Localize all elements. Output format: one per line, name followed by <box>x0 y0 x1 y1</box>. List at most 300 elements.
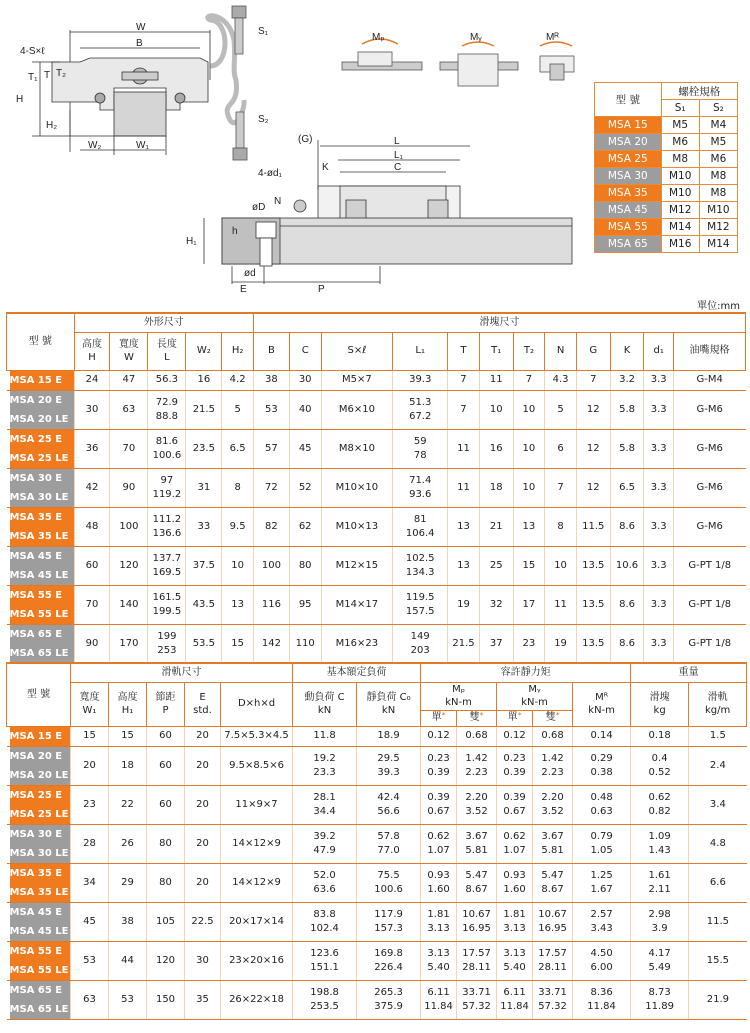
model-cell <box>7 824 71 863</box>
model-name: MSA 30 LE <box>10 844 71 863</box>
moment-mp-drawing <box>342 39 422 70</box>
model-name: MSA 65 LE <box>10 1000 71 1019</box>
model-name: MSA 30 E <box>10 469 74 488</box>
bolt-s1-cell: M14 <box>661 219 699 236</box>
d-cell: 23×20×16 <box>221 941 293 980</box>
t2-my-single-header <box>497 710 533 726</box>
mr-value: 0.79 <box>590 831 613 842</box>
w2-cell: 43.5 <box>186 585 222 624</box>
wb-value: 2.11 <box>648 883 671 895</box>
bolt-s1-cell: M5 <box>661 117 699 134</box>
dim-n-label: N <box>274 196 282 207</box>
mr-value: 6.00 <box>590 961 613 973</box>
wb-value: 1.61 <box>648 870 671 881</box>
c0-cell <box>357 902 421 941</box>
bolt-model-cell: MSA 25 <box>595 151 662 168</box>
wr-cell: 11.5 <box>689 902 747 941</box>
mr-value: 1.05 <box>590 844 613 856</box>
myd-cell <box>533 980 573 1019</box>
model-cell <box>7 980 71 1019</box>
c-value: 28.1 <box>313 792 336 803</box>
model-cell <box>7 726 71 746</box>
c0-value: 39.3 <box>377 766 400 778</box>
p-cell: 60 <box>147 785 185 824</box>
c0-value: 265.3 <box>374 987 403 998</box>
table-row <box>7 370 746 390</box>
wb-value: 11.89 <box>645 1000 674 1012</box>
w2-cell: 37.5 <box>186 546 222 585</box>
h2-cell: 5 <box>222 390 254 429</box>
dim-bigd-label: øD <box>252 202 266 213</box>
mr-value: 0.38 <box>590 766 613 778</box>
c-value: 34.4 <box>313 805 336 817</box>
table-row <box>7 390 746 429</box>
c-value: 19.2 <box>313 753 336 764</box>
wb-cell <box>631 941 689 980</box>
p-cell: 60 <box>147 746 185 785</box>
myd-cell <box>533 941 573 980</box>
c-value: 123.6 <box>310 948 339 959</box>
double-label: 雙 <box>469 712 480 724</box>
myd-value: 5.47 <box>541 870 564 881</box>
c0-cell <box>357 746 421 785</box>
w2-cell: 53.5 <box>186 624 222 663</box>
c-cell <box>293 726 357 746</box>
wr-cell: 15.5 <box>689 941 747 980</box>
k-cell: 8.6 <box>610 507 644 546</box>
c0-cell <box>357 785 421 824</box>
l1-value: 71.4 <box>409 475 432 486</box>
t2-w1-header: 寬度 W₁ <box>71 682 109 726</box>
g-cell: 13.5 <box>576 546 610 585</box>
mys-value: 0.23 <box>503 753 526 764</box>
model-cell <box>7 546 75 585</box>
sl-cell: M5×7 <box>321 370 393 390</box>
mys-value: 3.13 <box>503 948 526 959</box>
model-name: MSA 25 LE <box>10 805 71 824</box>
l1-cell <box>393 468 448 507</box>
mr-value: 11.84 <box>587 1000 616 1012</box>
mys-cell <box>497 726 533 746</box>
n-cell: 7 <box>545 468 577 507</box>
mpd-value: 16.95 <box>462 922 491 934</box>
b-cell: 142 <box>253 624 289 663</box>
b-cell: 100 <box>253 546 289 585</box>
t2-cell: 13 <box>513 507 545 546</box>
mys-cell <box>497 785 533 824</box>
h1-cell: 29 <box>109 863 147 902</box>
t-cell: 19 <box>448 585 480 624</box>
t1-b-header: B <box>253 332 289 370</box>
t-cell: 21.5 <box>448 624 480 663</box>
g-cell: 13.5 <box>576 585 610 624</box>
d1-cell: 3.3 <box>644 585 674 624</box>
model-name: MSA 55 E <box>10 942 71 961</box>
t1-cell: 37 <box>479 624 513 663</box>
star-mark: * <box>555 711 560 721</box>
table-row <box>7 546 746 585</box>
table-row <box>7 902 747 941</box>
wb-value: 0.62 <box>648 792 671 803</box>
mys-value: 3.13 <box>503 922 526 934</box>
myd-value: 10.67 <box>538 909 567 920</box>
c-cell <box>293 941 357 980</box>
l1-cell <box>393 546 448 585</box>
mps-cell <box>421 941 457 980</box>
bolt-s1-header: S₁ <box>661 100 699 117</box>
model-name: MSA 30 LE <box>10 488 74 507</box>
l-cell <box>148 468 186 507</box>
mps-value: 0.39 <box>427 766 450 778</box>
mpd-cell <box>457 863 497 902</box>
wb-cell <box>631 726 689 746</box>
c-cell: 95 <box>289 585 321 624</box>
t2-cs-header: 靜負荷 C₀ kN <box>357 682 421 726</box>
dim-p-label: P <box>318 284 325 295</box>
d1-cell: 3.3 <box>644 624 674 663</box>
dim-w-label: W <box>136 22 146 33</box>
mr-value: 0.63 <box>590 805 613 817</box>
d-cell: 14×12×9 <box>221 863 293 902</box>
dim-l1-label: L₁ <box>394 150 403 161</box>
dim-b-label: B <box>136 38 143 49</box>
p-cell: 105 <box>147 902 185 941</box>
bolt-s2-label: S₂ <box>258 114 269 125</box>
dim-d1-label: 4-ød₁ <box>258 168 282 179</box>
t2-weight-header: 重量 <box>631 663 747 682</box>
l1-value: 81 <box>413 514 427 525</box>
l-cell <box>148 585 186 624</box>
wr-cell: 6.6 <box>689 863 747 902</box>
bolt-s2-cell: M10 <box>699 202 737 219</box>
dim-e-label: E <box>240 284 247 295</box>
mpd-value: 5.81 <box>465 844 488 856</box>
bolt-table-body <box>595 117 738 253</box>
c-cell: 80 <box>289 546 321 585</box>
mys-value: 11.84 <box>500 1000 529 1012</box>
p-cell: 80 <box>147 824 185 863</box>
bolt-s1-cell: M6 <box>661 134 699 151</box>
star-mark: * <box>517 711 522 721</box>
mr-cell <box>573 746 631 785</box>
bolt-s1-cell: M10 <box>661 185 699 202</box>
g-cell: 11.5 <box>576 507 610 546</box>
c-value: 253.5 <box>310 1000 339 1012</box>
mys-cell <box>497 863 533 902</box>
t1-w-header: 寬度 W <box>110 332 148 370</box>
model-name: MSA 45 LE <box>10 566 74 585</box>
dim-h1-label: H₁ <box>186 236 197 247</box>
w-cell: 63 <box>110 390 148 429</box>
l-value: 72.9 <box>155 397 179 408</box>
w2-cell: 23.5 <box>186 429 222 468</box>
t1-d1-header: d₁ <box>644 332 674 370</box>
mys-cell <box>497 902 533 941</box>
h1-cell: 44 <box>109 941 147 980</box>
wb-value: 0.82 <box>648 805 671 817</box>
mpd-value: 0.68 <box>465 730 488 742</box>
mys-value: 0.39 <box>503 766 526 778</box>
mpd-value: 3.67 <box>465 831 488 842</box>
t1-h-header: 高度 H <box>74 332 110 370</box>
c0-cell <box>357 941 421 980</box>
w2-cell: 16 <box>186 370 222 390</box>
bolt-row <box>595 219 738 236</box>
d1-cell: 3.3 <box>644 390 674 429</box>
w-cell: 120 <box>110 546 148 585</box>
mps-cell <box>421 980 457 1019</box>
mys-value: 0.62 <box>503 831 526 842</box>
t2-static-header: 容許靜力矩 <box>421 663 631 682</box>
mpd-cell <box>457 902 497 941</box>
t1-cell: 21 <box>479 507 513 546</box>
mpd-value: 57.32 <box>462 1000 491 1012</box>
mpd-value: 10.67 <box>462 909 491 920</box>
model-cell <box>7 902 71 941</box>
mys-value: 0.93 <box>503 870 526 881</box>
double-label: 雙 <box>545 712 556 724</box>
l-value: 136.6 <box>152 527 182 539</box>
model-cell <box>7 585 75 624</box>
l1-value: 106.4 <box>405 527 435 539</box>
c0-value: 100.6 <box>374 883 403 895</box>
t2-cell: 15 <box>513 546 545 585</box>
bolt-s2-cell: M12 <box>699 219 737 236</box>
dim-d-label: ød <box>244 268 256 279</box>
wb-value: 5.49 <box>648 961 671 973</box>
mr-value: 0.14 <box>590 730 613 742</box>
model-name: MSA 65 E <box>10 981 71 1000</box>
t2-my-header: Mᵧ kN-m <box>497 682 573 710</box>
bolt-model-cell: MSA 15 <box>595 117 662 134</box>
oil-cell: G-M6 <box>673 507 745 546</box>
mps-value: 0.39 <box>427 792 450 803</box>
b-cell: 116 <box>253 585 289 624</box>
t2-load-header: 基本額定負荷 <box>293 663 421 682</box>
myd-value: 17.57 <box>538 948 567 959</box>
wb-value: 1.43 <box>648 844 671 856</box>
e-cell: 20 <box>185 726 221 746</box>
wb-value: 4.17 <box>648 948 671 959</box>
e-cell: 20 <box>185 863 221 902</box>
g-cell: 12 <box>576 429 610 468</box>
t2-h1-header: 高度 H₁ <box>109 682 147 726</box>
wb-cell <box>631 863 689 902</box>
c-value: 151.1 <box>310 961 339 973</box>
dim-t2-label: T₂ <box>56 68 66 79</box>
wb-cell <box>631 980 689 1019</box>
e-cell: 20 <box>185 824 221 863</box>
mys-value: 1.60 <box>503 883 526 895</box>
d1-cell: 3.3 <box>644 468 674 507</box>
l-value: 56.3 <box>155 374 179 386</box>
l-cell <box>148 507 186 546</box>
b-cell: 72 <box>253 468 289 507</box>
t2-cell: 7 <box>513 370 545 390</box>
t1-cell: 32 <box>479 585 513 624</box>
model-name: MSA 55 LE <box>10 961 71 980</box>
table-row <box>7 624 746 663</box>
mps-cell <box>421 824 457 863</box>
front-view-drawing <box>32 16 244 155</box>
c0-value: 57.8 <box>377 831 400 842</box>
c-value: 52.0 <box>313 870 336 881</box>
l1-value: 149 <box>410 631 430 642</box>
bolt-model-cell: MSA 30 <box>595 168 662 185</box>
c-cell <box>293 746 357 785</box>
c0-cell <box>357 980 421 1019</box>
model-name: MSA 55 E <box>10 586 74 605</box>
moment-mr-label: Mᴿ <box>546 32 559 43</box>
mr-cell <box>573 902 631 941</box>
bolt-spec-header: 螺栓規格 <box>661 83 737 100</box>
oil-cell: G-M6 <box>673 390 745 429</box>
dim-hh-label: h <box>232 226 238 237</box>
c0-value: 42.4 <box>377 792 400 803</box>
h2-cell: 8 <box>222 468 254 507</box>
t2-mp-double-header <box>457 710 497 726</box>
w2-cell: 21.5 <box>186 390 222 429</box>
w1-cell: 53 <box>71 941 109 980</box>
mps-value: 3.13 <box>427 922 450 934</box>
h1-cell: 15 <box>109 726 147 746</box>
l-value: 199 <box>157 631 177 642</box>
bolt-row <box>595 202 738 219</box>
t1-g-header: G <box>576 332 610 370</box>
mys-cell <box>497 824 533 863</box>
myd-cell <box>533 726 573 746</box>
mpd-value: 17.57 <box>462 948 491 959</box>
oil-cell: G-PT 1/8 <box>673 624 745 663</box>
t1-t-header: T <box>448 332 480 370</box>
wb-cell <box>631 785 689 824</box>
mr-cell <box>573 941 631 980</box>
dimension-table <box>6 312 746 664</box>
mps-value: 5.40 <box>427 961 450 973</box>
model-name: MSA 35 LE <box>10 883 71 902</box>
mps-value: 1.81 <box>427 909 450 920</box>
mpd-cell <box>457 980 497 1019</box>
moment-mp-label: Mₚ <box>372 32 385 43</box>
t2-cd-header: 動負荷 C kN <box>293 682 357 726</box>
l-value: 97 <box>160 475 174 486</box>
bolt-row <box>595 134 738 151</box>
t2-mp-header: Mₚ kN-m <box>421 682 497 710</box>
bolt-s2-header: S₂ <box>699 100 737 117</box>
mr-cell <box>573 726 631 746</box>
mr-cell <box>573 824 631 863</box>
model-name: MSA 30 E <box>10 825 71 844</box>
n-cell: 8 <box>545 507 577 546</box>
dim-h-label: H <box>16 94 24 105</box>
bolt-row <box>595 151 738 168</box>
wb-value: 0.52 <box>648 766 671 778</box>
mps-value: 0.12 <box>427 730 450 742</box>
h2-cell: 15 <box>222 624 254 663</box>
mps-cell <box>421 726 457 746</box>
t-cell: 7 <box>448 390 480 429</box>
model-name: MSA 45 E <box>10 903 71 922</box>
dim-l-label: L <box>394 136 400 147</box>
bolt-model-cell: MSA 45 <box>595 202 662 219</box>
t2-cell: 17 <box>513 585 545 624</box>
l-value: 119.2 <box>152 488 182 500</box>
k-cell: 5.8 <box>610 390 644 429</box>
g-cell: 7 <box>576 370 610 390</box>
mps-value: 0.93 <box>427 870 450 881</box>
b-cell: 57 <box>253 429 289 468</box>
h-cell: 48 <box>74 507 110 546</box>
rail-load-table <box>6 662 747 1020</box>
h1-cell: 18 <box>109 746 147 785</box>
d-cell: 9.5×8.5×6 <box>221 746 293 785</box>
oil-cell: G-PT 1/8 <box>673 546 745 585</box>
t1-w2-header: W₂ <box>186 332 222 370</box>
b-cell: 82 <box>253 507 289 546</box>
h2-cell: 10 <box>222 546 254 585</box>
mps-value: 3.13 <box>427 948 450 959</box>
bolt-s2-cell: M8 <box>699 185 737 202</box>
e-cell: 20 <box>185 746 221 785</box>
mpd-value: 2.23 <box>465 766 488 778</box>
l-value: 100.6 <box>152 449 182 461</box>
sl-cell: M16×23 <box>321 624 393 663</box>
h1-cell: 26 <box>109 824 147 863</box>
w1-cell: 63 <box>71 980 109 1019</box>
w-cell: 170 <box>110 624 148 663</box>
t2-e-header: E std. <box>185 682 221 726</box>
l-cell <box>148 429 186 468</box>
mys-value: 5.40 <box>503 961 526 973</box>
dim-t-label: T <box>44 70 51 81</box>
d1-cell: 3.3 <box>644 546 674 585</box>
l-value: 88.8 <box>155 410 179 422</box>
mpd-value: 33.71 <box>462 987 491 998</box>
model-name: MSA 35 LE <box>10 527 74 546</box>
l1-value: 119.5 <box>405 592 435 603</box>
w1-cell: 45 <box>71 902 109 941</box>
t1-h2-header: H₂ <box>222 332 254 370</box>
l1-cell <box>393 370 448 390</box>
t2-mp-single-header <box>421 710 457 726</box>
e-cell: 30 <box>185 941 221 980</box>
t2-p-header: 節距 P <box>147 682 185 726</box>
k-cell: 5.8 <box>610 429 644 468</box>
mpd-cell <box>457 726 497 746</box>
k-cell: 8.6 <box>610 624 644 663</box>
t1-cell: 16 <box>479 429 513 468</box>
h2-cell: 13 <box>222 585 254 624</box>
bolt-row <box>595 185 738 202</box>
t1-block-dim-header: 滑塊尺寸 <box>253 313 745 332</box>
t2-cell: 23 <box>513 624 545 663</box>
model-cell <box>7 429 75 468</box>
myd-value: 57.32 <box>538 1000 567 1012</box>
mps-value: 0.67 <box>427 805 450 817</box>
n-cell: 19 <box>545 624 577 663</box>
t1-t1-header: T₁ <box>479 332 513 370</box>
model-name: MSA 35 E <box>10 864 71 883</box>
model-name: MSA 15 E <box>10 727 71 746</box>
c-value: 47.9 <box>313 844 336 856</box>
mpd-value: 1.42 <box>465 753 488 764</box>
myd-cell <box>533 785 573 824</box>
l-value: 161.5 <box>152 592 182 603</box>
h-cell: 30 <box>74 390 110 429</box>
bolt-row <box>595 168 738 185</box>
table-row <box>7 746 747 785</box>
c-cell <box>293 863 357 902</box>
